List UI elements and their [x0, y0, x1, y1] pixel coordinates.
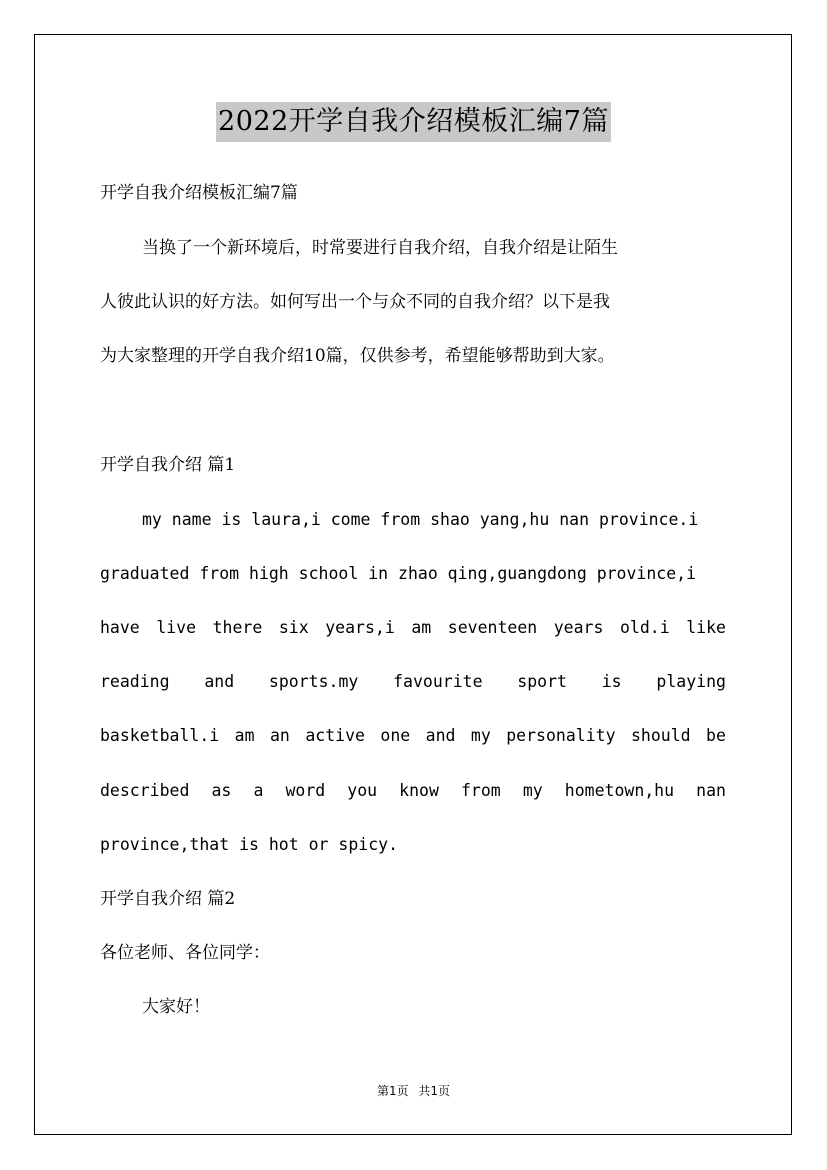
section-1-line-7: province,that is hot or spicy.: [100, 835, 399, 854]
section-1-line-3: [100, 615, 726, 641]
document-title: 2022开学自我介绍模板汇编7篇: [216, 102, 611, 142]
word: be: [706, 726, 726, 745]
word: years: [553, 618, 604, 637]
intro-line-2: 人彼此认识的好方法。如何写出一个与众不同的自我介绍？以下是我: [100, 292, 610, 312]
word: is: [601, 672, 622, 691]
section-1-line-1: my name is laura,i come from shao yang,hu nan province.i: [142, 510, 699, 529]
word: know: [399, 781, 439, 800]
section-1-line-4: [100, 669, 726, 695]
word: an: [270, 726, 290, 745]
word: have: [100, 618, 140, 637]
word: years,i: [325, 618, 395, 637]
intro-line-1: 当换了一个新环境后，时常要进行自我介绍，自我介绍是让陌生: [142, 238, 618, 258]
word: should: [630, 726, 691, 745]
page-footer: [0, 1082, 827, 1099]
word: as: [211, 781, 232, 800]
word: my: [522, 781, 543, 800]
section-1-line-2: graduated from high school in zhao qing,guangdong province,i: [100, 564, 697, 583]
section-1-line-5: [100, 723, 726, 749]
word: seventeen: [447, 618, 538, 637]
word: my: [470, 726, 491, 745]
word: favourite: [393, 672, 483, 691]
section-2-heading: 开学自我介绍 篇2: [100, 889, 236, 909]
word: and: [204, 672, 235, 691]
section-1-line-6: [100, 778, 726, 804]
word: like: [686, 618, 726, 637]
word: am: [234, 726, 255, 745]
word: basketball.i: [100, 726, 220, 745]
page-total: 共1页: [418, 1084, 451, 1098]
word: sport: [517, 672, 567, 691]
word: six: [278, 618, 309, 637]
page-number: 第1页: [376, 1084, 409, 1098]
word: from: [461, 781, 501, 800]
word: old.i: [619, 618, 670, 637]
document-subtitle: 开学自我介绍模板汇编7篇: [100, 183, 298, 203]
word: sports.my: [268, 672, 359, 691]
word: one: [380, 726, 411, 745]
word: and: [425, 726, 456, 745]
section-2-greeting: 各位老师、各位同学：: [100, 943, 270, 963]
intro-line-3: 为大家整理的开学自我介绍10篇，仅供参考，希望能够帮助到大家。: [100, 346, 615, 366]
section-2-hello: 大家好！: [142, 997, 210, 1017]
word: am: [411, 618, 432, 637]
section-1-heading: 开学自我介绍 篇1: [100, 455, 236, 475]
word: personality: [506, 726, 616, 745]
word: hometown,hu: [564, 781, 675, 800]
word: a: [253, 781, 264, 800]
word: live: [156, 618, 197, 637]
word: word: [285, 781, 326, 800]
word: described: [100, 781, 190, 800]
word: reading: [100, 672, 170, 691]
word: you: [347, 781, 378, 800]
document-title-wrapper: [0, 102, 827, 142]
word: playing: [656, 672, 726, 691]
word: nan: [696, 781, 726, 800]
word: there: [212, 618, 263, 637]
word: active: [305, 726, 365, 745]
